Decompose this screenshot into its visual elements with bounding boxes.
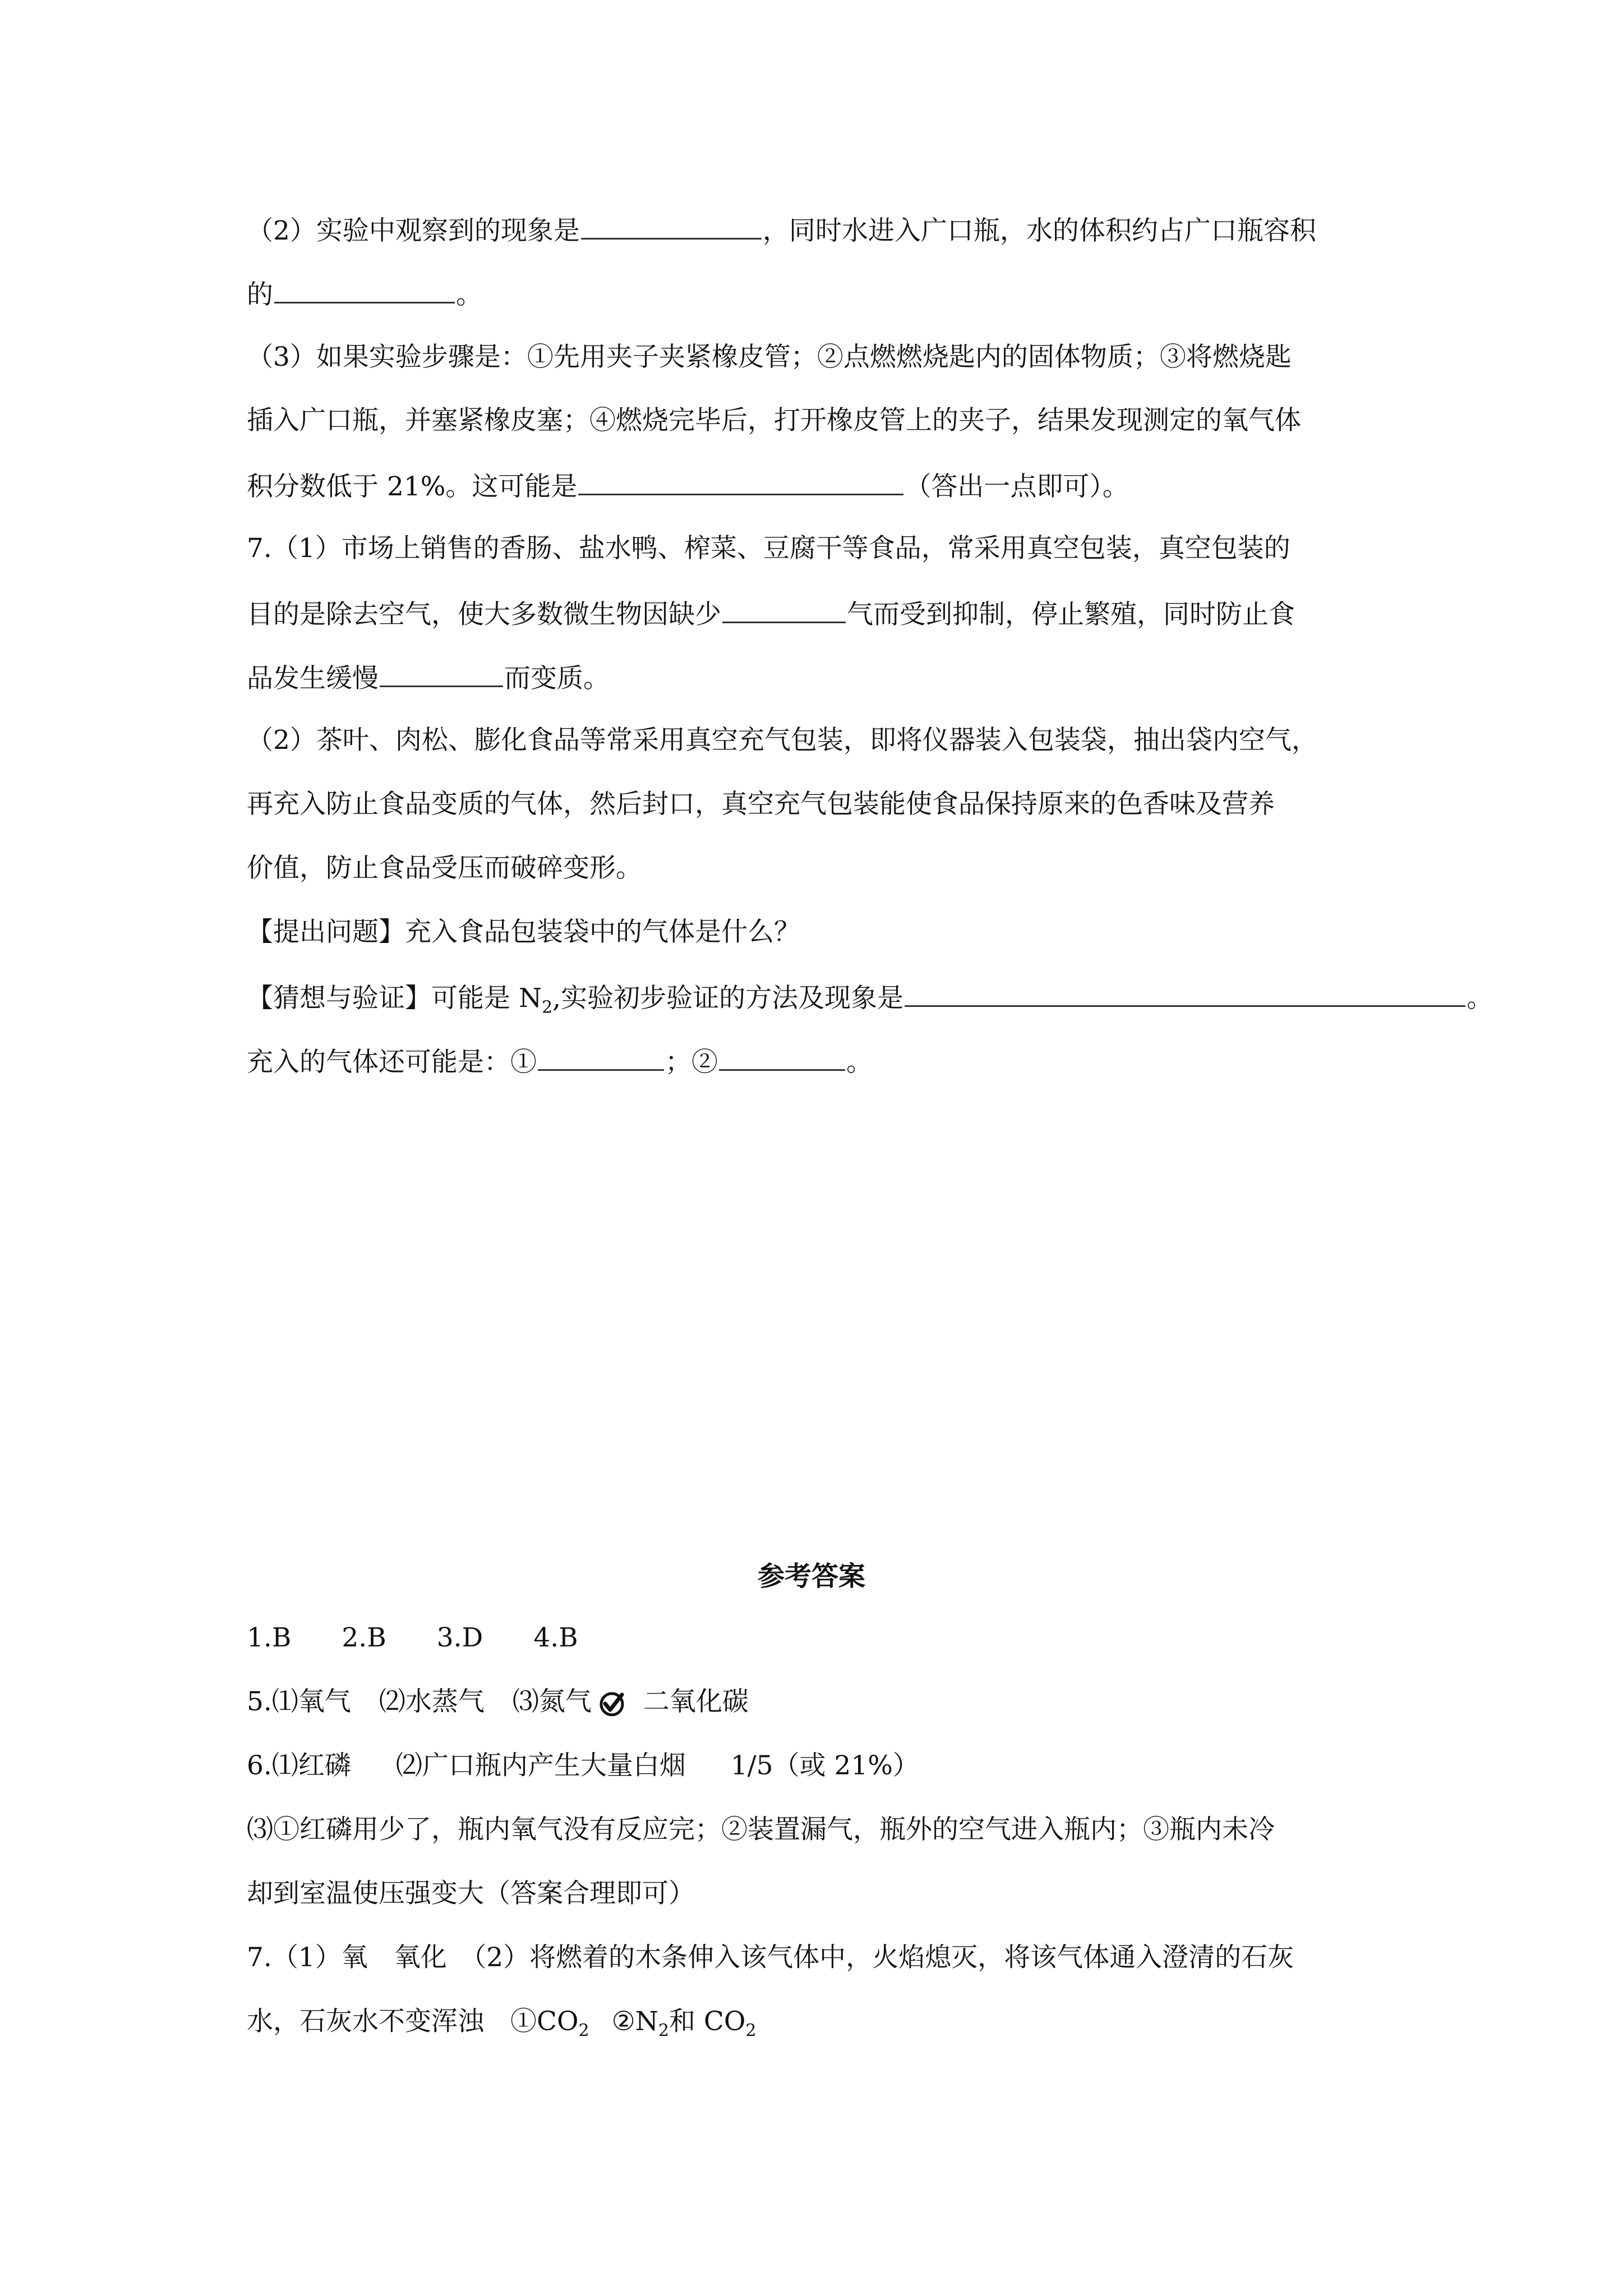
answer-blank (722, 596, 846, 623)
q7-line1: 7.（1）市场上销售的香肠、盐水鸭、榨菜、豆腐干等食品，常采用真空包装，真空包装的 (247, 533, 1290, 564)
text: 积分数低于 21%。这可能是 (247, 471, 578, 502)
text: ②N (611, 2006, 658, 2037)
text: （2）实验中观察到的现象是 (247, 215, 580, 246)
answer-blank (578, 468, 903, 495)
text: 6.⑴红磷 (247, 1750, 351, 1781)
q7-guess-line (247, 979, 1493, 1024)
answer-blank (380, 660, 503, 687)
q6-part3-line3 (247, 468, 1129, 504)
q7-part2-line3: 价值，防止食品受压而破碎变形。 (247, 853, 642, 884)
answer-blank (719, 1043, 845, 1071)
answer-blank (274, 276, 455, 303)
text: 而变质。 (504, 663, 610, 694)
answers-line-1to4 (247, 1621, 578, 1655)
text: 气而受到抑制，停止繁殖，同时防止食 (847, 599, 1295, 630)
subscript: 2 (658, 2021, 669, 2041)
text: 和 CO (668, 2006, 746, 2037)
answers-line-7-cont (247, 2005, 756, 2047)
text: （答出一点即可）。 (905, 471, 1129, 502)
q6-part3-line1: （3）如果实验步骤是：①先用夹子夹紧橡皮管；②点燃燃烧匙内的固体物质；③将燃烧匙 (247, 342, 1292, 372)
text: ；② (665, 1047, 718, 1078)
text: ，同时水进入广口瓶，水的体积约占广口瓶容积 (762, 215, 1316, 246)
q6-part2-line2 (247, 276, 482, 312)
q6-part3-line2: 插入广口瓶，并塞紧橡皮塞；④燃烧完毕后，打开橡皮管上的夹子，结果发现测定的氧气体 (247, 405, 1301, 436)
text: 二氧化碳 (643, 1686, 749, 1717)
answers-line-7: 7.（1）氧 氧化 （2）将燃着的木条伸入该气体中，火焰熄灭，将该气体通入澄清的石灰 (247, 1942, 1294, 1973)
subscript: 2 (745, 2021, 757, 2041)
answers-title: 参考答案 (757, 1561, 865, 1592)
text: 。 (1467, 983, 1493, 1014)
text: 充入的气体还可能是：① (247, 1047, 537, 1078)
q7-part2-line2: 再充入防止食品变质的气体，然后封口，真空充气包装能使食品保持原来的色香味及营养 (247, 789, 1275, 820)
answer-2: 2.B (342, 1622, 386, 1653)
text: 。 (846, 1047, 873, 1078)
text: 5.⑴氧气 (247, 1686, 351, 1717)
text: 【猜想与验证】可能是 N (247, 983, 542, 1014)
text: 品发生缓慢 (247, 663, 379, 694)
q7-line2 (247, 596, 1295, 632)
text: ⑵水蒸气 (379, 1686, 485, 1717)
answers-line-6-part3: ⑶①红磷用少了，瓶内氧气没有反应完；②装置漏气，瓶外的空气进入瓶内；③瓶内未冷 (247, 1814, 1275, 1845)
subscript: 2 (578, 2021, 589, 2041)
answers-line-6 (247, 1749, 919, 1783)
text: 的 (247, 279, 273, 310)
subscript: 2 (542, 997, 553, 1018)
answer-blank (905, 979, 1465, 1007)
text: 。 (456, 279, 482, 310)
text: 目的是除去空气，使大多数微生物因缺少 (247, 599, 721, 630)
answer-3: 3.D (436, 1622, 483, 1653)
circled-check-icon (597, 1689, 626, 1718)
text: ⑵广口瓶内产生大量白烟 (395, 1750, 686, 1781)
answer-4: 4.B (533, 1622, 578, 1653)
answer-1: 1.B (247, 1622, 292, 1653)
q7-line3 (247, 660, 610, 696)
text: 水，石灰水不变浑浊 ①CO (247, 2006, 579, 2037)
q7-other-gas-line (247, 1043, 873, 1079)
answer-blank (581, 212, 762, 240)
answer-blank (538, 1043, 664, 1071)
q6-part2-line1 (247, 212, 1316, 248)
answers-line-5 (247, 1685, 749, 1719)
q7-part2-line1: （2）茶叶、肉松、膨化食品等常采用真空充气包装，即将仪器装入包装袋，抽出袋内空气， (247, 725, 1318, 756)
text: 1/5（或 21%） (730, 1750, 919, 1781)
q7-question: 【提出问题】充入食品包装袋中的气体是什么？ (247, 917, 800, 947)
text: ,实验初步验证的方法及现象是 (552, 983, 904, 1014)
text: ⑶氮气 (512, 1686, 592, 1717)
answers-line-6-part3-cont: 却到室温使压强变大（答案合理即可） (247, 1878, 695, 1909)
